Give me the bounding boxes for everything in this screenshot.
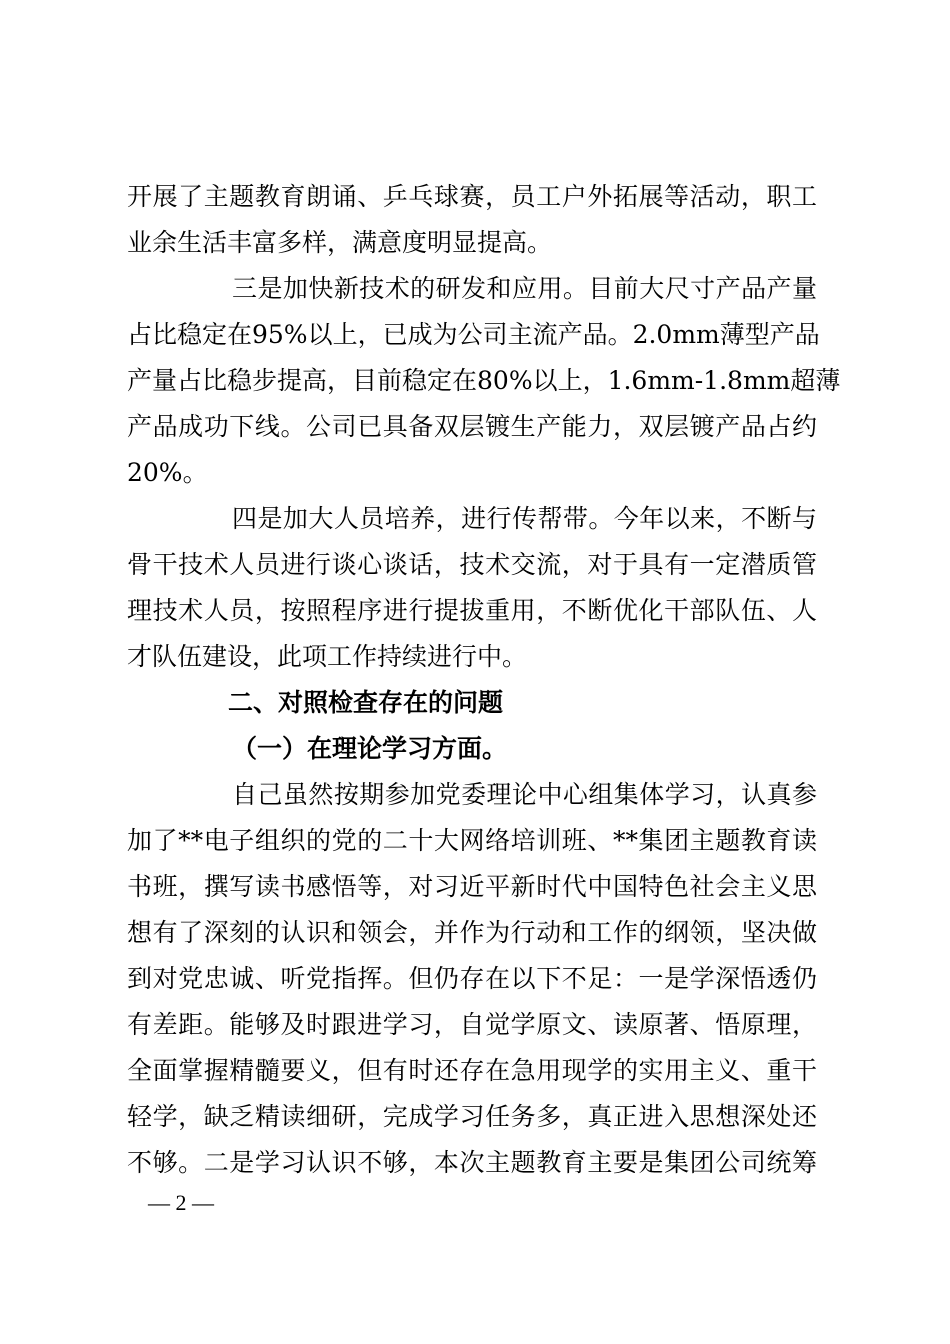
text-line: 20%。 (127, 458, 208, 487)
text-line: 想有了深刻的认识和领会，并作为行动和工作的纲领，坚决做 (127, 918, 817, 947)
text-line: 产量占比稳步提高，目前稳定在80%以上，1.6mm-1.8mm超薄 (127, 366, 841, 395)
text-line: 不够。二是学习认识不够，本次主题教育主要是集团公司统筹 (127, 1148, 817, 1177)
text-line: 四是加大人员培养，进行传帮带。今年以来，不断与 (232, 504, 817, 533)
text-line: 全面掌握精髓要义，但有时还存在急用现学的实用主义、重干 (127, 1056, 817, 1085)
section-heading: 二、对照检查存在的问题 (228, 688, 504, 717)
text-line: 产品成功下线。公司已具备双层镀生产能力，双层镀产品占约 (127, 412, 817, 441)
text-line: 业余生活丰富多样，满意度明显提高。 (127, 228, 553, 257)
text-line: 到对党忠诚、听党指挥。但仍存在以下不足：一是学深悟透仍 (127, 964, 817, 993)
text-line: 自己虽然按期参加党委理论中心组集体学习，认真参 (232, 780, 817, 809)
text-line: 有差距。能够及时跟进学习，自觉学原文、读原著、悟原理， (127, 1010, 817, 1039)
text-line: 轻学，缺乏精读细研，完成学习任务多，真正进入思想深处还 (127, 1102, 817, 1131)
text-line: 占比稳定在95%以上，已成为公司主流产品。2.0mm薄型产品 (127, 320, 820, 349)
text-line: 理技术人员，按照程序进行提拔重用，不断优化干部队伍、人 (127, 596, 817, 625)
page-number: — 2 — (148, 1190, 214, 1215)
text-line: 三是加快新技术的研发和应用。目前大尺寸产品产量 (232, 274, 817, 303)
text-line: 书班，撰写读书感悟等，对习近平新时代中国特色社会主义思 (127, 872, 817, 901)
text-line: 才队伍建设，此项工作持续进行中。 (127, 642, 528, 671)
subsection-heading: （一）在理论学习方面。 (232, 734, 508, 763)
text-line: 骨干技术人员进行谈心谈话，技术交流，对于具有一定潜质管 (127, 550, 817, 579)
text-line: 加了**电子组织的党的二十大网络培训班、**集团主题教育读 (127, 826, 817, 855)
text-line: 开展了主题教育朗诵、乒乓球赛，员工户外拓展等活动，职工 (127, 182, 817, 211)
